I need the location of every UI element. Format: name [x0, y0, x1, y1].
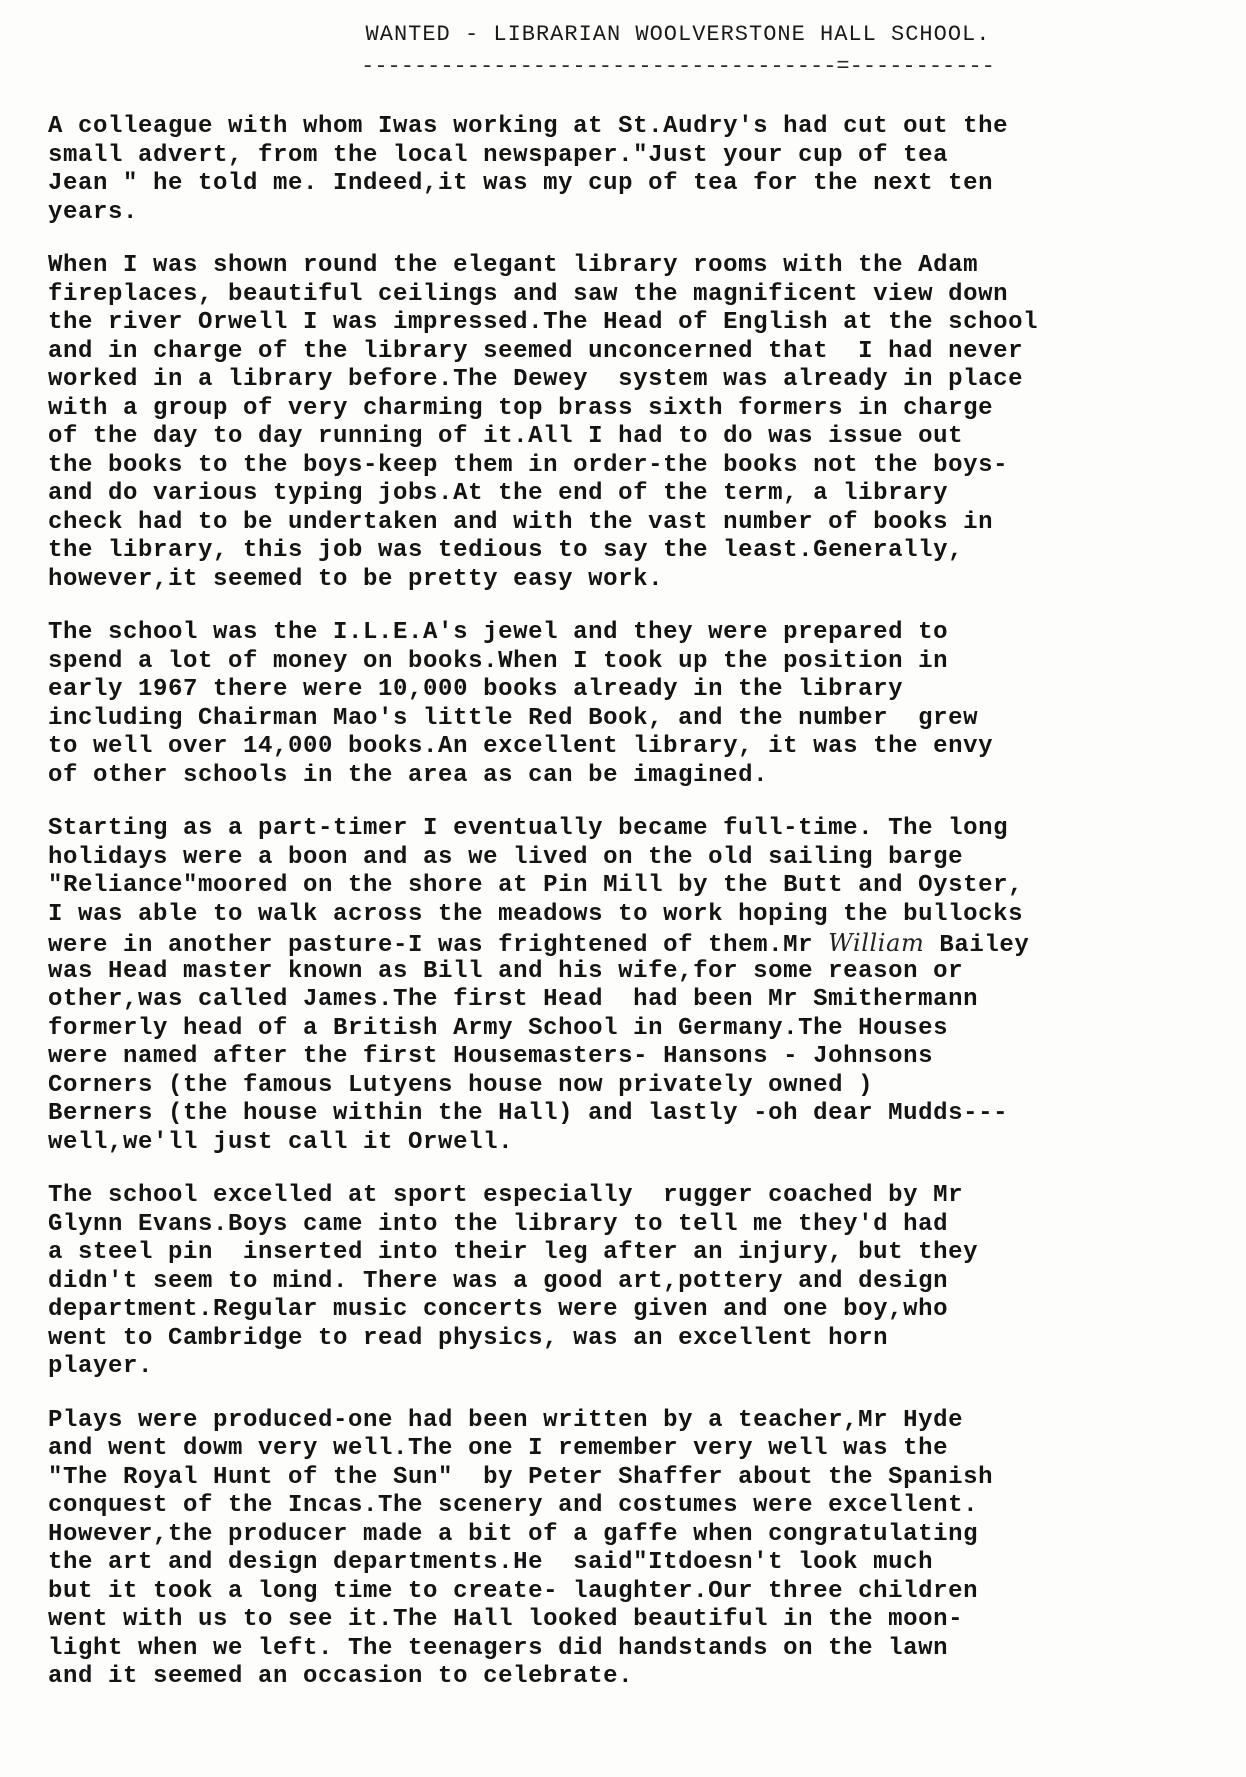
text-line: holidays were a boon and as we lived on the old sailing barge — [48, 843, 964, 871]
text-line: years. — [48, 198, 139, 226]
text-line: early 1967 there were 10,000 books already in the library — [48, 676, 904, 703]
text-line: Berners (the house within the Hall) and lastly -oh dear Mudds--- — [48, 1100, 1009, 1127]
text-line: however,it seemed to be pretty easy work. — [48, 565, 664, 593]
text-line: the art and design departments.He said"Itdoesn't look much — [48, 1549, 934, 1576]
text-line: A colleague with whom Iwas working at St.Audry's had cut out the — [48, 113, 1009, 140]
text-line: and it seemed an occasion to celebrate. — [48, 1663, 634, 1690]
text-line: were named after the first Housemasters- Hansons - Johnsons — [48, 1043, 934, 1070]
text-line: were in another pasture-I was frightened of them.Mr William Bailey — [48, 929, 1030, 959]
text-line: spend a lot of money on books.When I took up the position in — [48, 647, 949, 675]
paragraph — [48, 113, 1228, 227]
text-line: The school excelled at sport especially rugger coached by Mr — [48, 1182, 964, 1209]
text-line: other,was called James.The first Head had been Mr Smithermann — [48, 986, 979, 1013]
paragraph — [48, 619, 1228, 790]
text-line: conquest of the Incas.The scenery and costumes were excellent. — [48, 1492, 979, 1519]
text-line: of the day to day running of it.All I had to do was issue out — [48, 423, 964, 450]
text-line: However,the producer made a bit of a gaffe when congratulating — [48, 1520, 979, 1548]
text-line: and went dowm very well.The one I remember very well was the — [48, 1435, 949, 1462]
text-line: worked in a library before.The Dewey system was already in place — [48, 366, 1024, 393]
text-line: of other schools in the area as can be imagined. — [48, 761, 769, 789]
text-line: Glynn Evans.Boys came into the library to tell me they'd had — [48, 1210, 949, 1238]
text-line: but it took a long time to create- laughter.Our three children — [48, 1577, 979, 1605]
text-line: I was able to walk across the meadows to work hoping the bullocks — [48, 900, 1024, 928]
paragraph — [48, 1407, 1228, 1692]
text-line: Corners (the famous Lutyens house now privately owned ) — [48, 1071, 874, 1099]
text-line: Starting as a part-timer I eventually became full-time. The long — [48, 815, 1009, 842]
text-line: "The Royal Hunt of the Sun" by Peter Shaffer about the Spanish — [48, 1463, 994, 1491]
text-line: and in charge of the library seemed unconcerned that I had never — [48, 337, 1024, 365]
paragraph — [48, 1182, 1228, 1382]
text-line: was Head master known as Bill and his wife,for some reason or — [48, 957, 964, 985]
text-line: Plays were produced-one had been written by a teacher,Mr Hyde — [48, 1406, 964, 1434]
handwritten-insert: William — [828, 929, 925, 957]
document-body — [48, 113, 1228, 1717]
text-line: formerly head of a British Army School in Germany.The Houses — [48, 1014, 949, 1042]
text-line: small advert, from the local newspaper."Just your cup of tea — [48, 141, 949, 169]
text-line: When I was shown round the elegant library rooms with the Adam — [48, 252, 979, 279]
page-title: WANTED - LIBRARIAN WOOLVERSTONE HALL SCHOOL. — [365, 22, 991, 47]
text-line: the books to the boys-keep them in order-the books not the boys- — [48, 451, 1009, 479]
text-line: player. — [48, 1353, 154, 1380]
paragraph — [48, 815, 1228, 1157]
text-line: well,we'll just call it Orwell. — [48, 1128, 514, 1156]
text-line: went to Cambridge to read physics, was an excellent horn — [48, 1324, 889, 1352]
text-line: went with us to see it.The Hall looked beautiful in the moon- — [48, 1606, 964, 1633]
text-line: a steel pin inserted into their leg after an injury, but they — [48, 1239, 979, 1266]
text-line: check had to be undertaken and with the vast number of books in — [48, 508, 994, 536]
text-line: Jean " he told me. Indeed,it was my cup of tea for the next ten — [48, 170, 994, 197]
text-line: department.Regular music concerts were given and one boy,who — [48, 1296, 949, 1323]
text-line: with a group of very charming top brass sixth formers in charge — [48, 394, 994, 422]
text-line: fireplaces, beautiful ceilings and saw the magnificent view down — [48, 280, 1009, 308]
text-line: to well over 14,000 books.An excellent library, it was the envy — [48, 733, 994, 760]
text-line: light when we left. The teenagers did handstands on the lawn — [48, 1634, 949, 1662]
text-line: The school was the I.L.E.A's jewel and they were prepared to — [48, 619, 949, 646]
title-underline: ------------------------------------=----------- — [361, 54, 995, 79]
text-line: including Chairman Mao's little Red Book, and the number grew — [48, 704, 979, 732]
text-line: the library, this job was tedious to say the least.Generally, — [48, 537, 964, 564]
text-line: and do various typing jobs.At the end of the term, a library — [48, 480, 949, 507]
text-line: "Reliance"moored on the shore at Pin Mill by the Butt and Oyster, — [48, 872, 1024, 899]
paragraph — [48, 252, 1228, 594]
text-line: didn't seem to mind. There was a good art,pottery and design — [48, 1267, 949, 1295]
text-line: the river Orwell I was impressed.The Head of English at the school — [48, 309, 1039, 336]
